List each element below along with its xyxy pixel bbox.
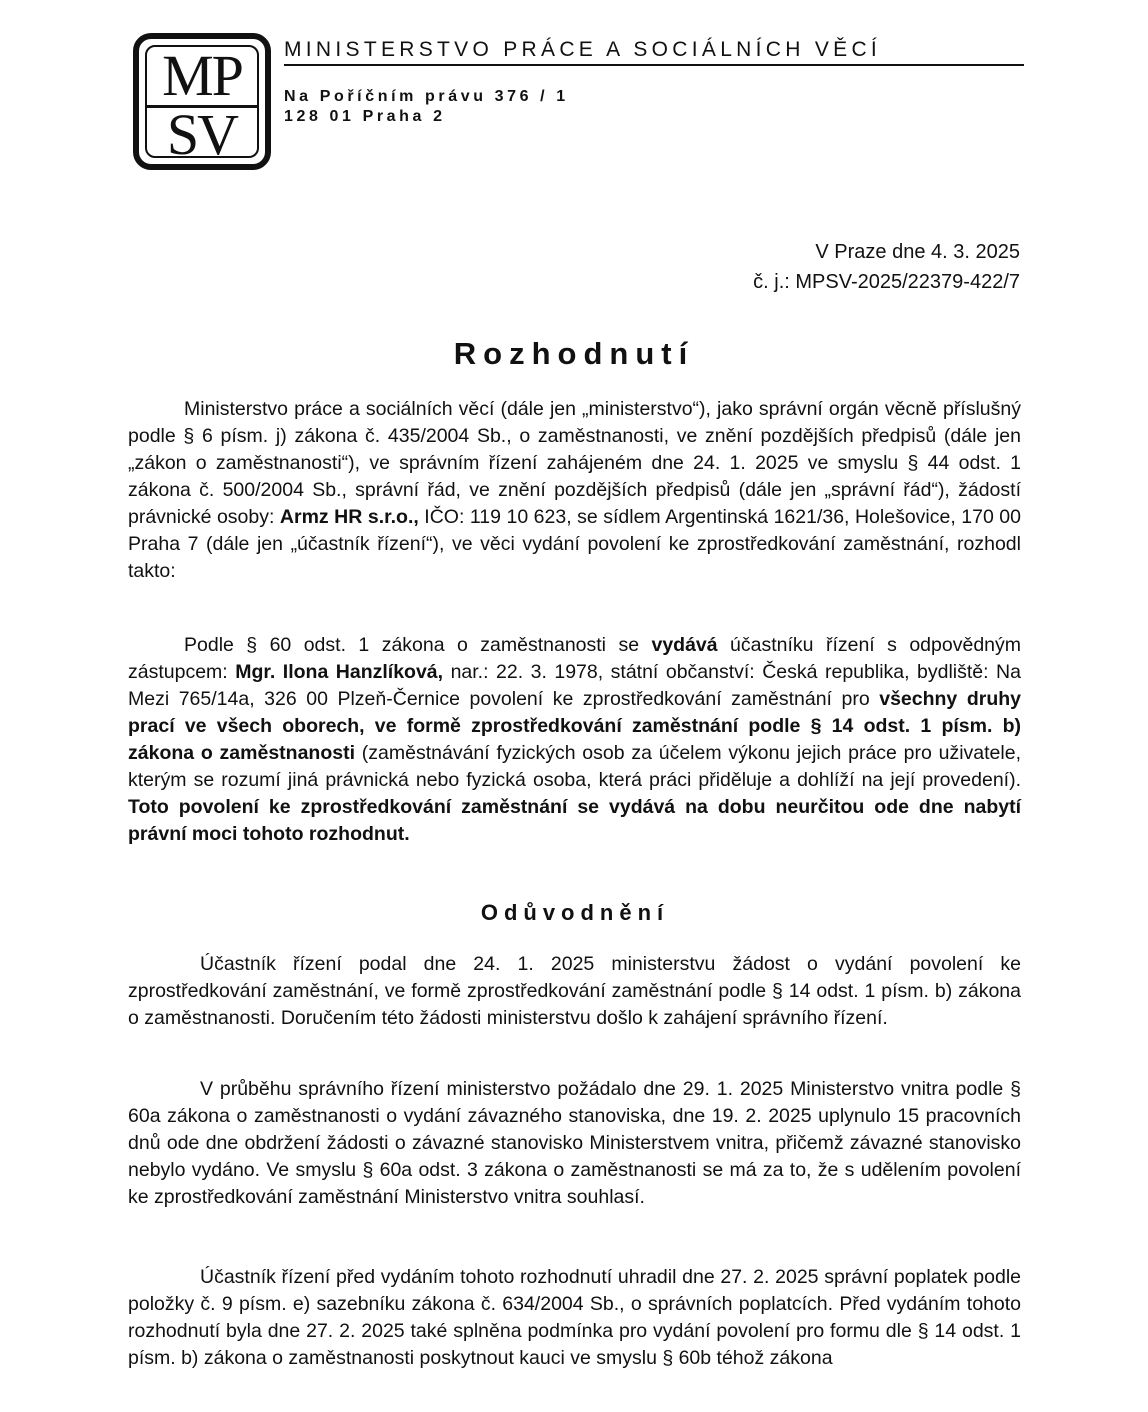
logo-text-sv: SV	[166, 102, 238, 167]
paragraph-decision	[128, 632, 1021, 848]
decision-text-d: (zaměstnávání fyzických osob za účelem výkonu jejich práce pro uživatele, kterým se rozumí jiná právnická nebo fyzická osoba, která práci přiděluje a dohlíží na její provedení).	[128, 742, 1021, 791]
mpsv-logo	[133, 33, 271, 170]
address-city: 128 01 Praha 2	[284, 108, 446, 125]
ministry-name: MINISTERSTVO PRÁCE A SOCIÁLNÍCH VĚCÍ	[284, 38, 1024, 66]
date-reference-block	[753, 237, 1020, 297]
reference-number: č. j.: MPSV-2025/22379-422/7	[753, 271, 1020, 293]
document-date: V Praze dne 4. 3. 2025	[815, 241, 1020, 263]
decision-text-a: Podle § 60 odst. 1 zákona o zaměstnanosti se	[184, 634, 652, 656]
responsible-person: Mgr. Ilona Hanzlíková,	[235, 661, 444, 683]
paragraph-justification-1: Účastník řízení podal dne 24. 1. 2025 ministerstvu žádost o vydání povolení ke zprostředkování zaměstnání, ve formě zprostředkování zaměstnání podle § 14 odst. 1 písm. b) zákona o zaměstnanosti. Doručením této žádosti ministerstvu došlo k zahájení správního řízení.	[128, 953, 1021, 1029]
logo-text-mp: MP	[147, 47, 257, 108]
paragraph-intro	[128, 396, 1021, 585]
decision-bold-c: všechny druhy prací ve všech oborech, ve formě zprostředkování zaměstnání podle § 14 odst. 1 písm. b) zákona o zaměstnanosti	[128, 688, 1021, 764]
logo-frame	[145, 43, 259, 167]
section-title-justification: Odůvodnění	[480, 900, 670, 925]
decision-text-b: účastníku řízení s odpovědným zástupcem:	[128, 634, 1021, 683]
address-street: Na Poříčním právu 376 / 1	[284, 88, 569, 105]
decision-text-c: nar.: 22. 3. 1978, státní občanství: Česká republika, bydliště: Na Mezi 765/14a, 326 00 Plzeň-Černice povolení ke zprostředkování zaměstnání pro	[128, 661, 1021, 710]
paragraph-justification-2: V průběhu správního řízení ministerstvo požádalo dne 29. 1. 2025 Ministerstvo vnitra podle § 60a zákona o zaměstnanosti o vydání závazného stanoviska, dne 19. 2. 2025 uplynulo 15 pracovních dnů ode dne obdržení žádosti o závazné stanovisko Ministerstvem vnitra, přičemž závazné stanovisko nebylo vydáno. Ve smyslu § 60a odst. 3 zákona o zaměstnanosti se má za to, že s udělením povolení ke zprostředkování zaměstnání Ministerstvo vnitra souhlasí.	[128, 1078, 1021, 1208]
decision-bold-d: Toto povolení ke zprostředkování zaměstnání se vydává na dobu neurčitou ode dne nabytí právní moci tohoto rozhodnut.	[128, 796, 1021, 845]
intro-text-a: Ministerstvo práce a sociálních věcí (dále jen „ministerstvo“), jako správní orgán věcně příslušný podle § 6 písm. j) zákona č. 435/2004 Sb., o zaměstnanosti, ve znění pozdějších předpisů (dále jen „zákon o zaměstnanosti“), ve správním řízení zahájeném dne 24. 1. 2025 ve smyslu § 44 odst. 1 zákona č. 500/2004 Sb., správní řád, ve znění pozdějších předpisů (dále jen „správní řád“), žádostí právnické osoby:	[128, 398, 1021, 528]
company-name: Armz HR s.r.o.,	[279, 506, 419, 528]
intro-text-b: IČO: 119 10 623, se sídlem Argentinská 1621/36, Holešovice, 170 00 Praha 7 (dále jen „účastník řízení“), ve věci vydání povolení ke zprostředkování zaměstnání, rozhodl takto:	[128, 506, 1021, 582]
paragraph-justification-3: Účastník řízení před vydáním tohoto rozhodnutí uhradil dne 27. 2. 2025 správní poplatek podle položky č. 9 písm. e) sazebníku zákona č. 634/2004 Sb., o správních poplatcích. Před vydáním tohoto rozhodnutí byla dne 27. 2. 2025 také splněna podmínka pro vydání povolení pro formu dle § 14 odst. 1 písm. b) zákona o zaměstnanosti poskytnout kauci ve smyslu § 60b téhož zákona	[128, 1266, 1021, 1369]
document-title: Rozhodnutí	[453, 336, 695, 371]
decision-bold-a: vydává	[651, 634, 718, 656]
